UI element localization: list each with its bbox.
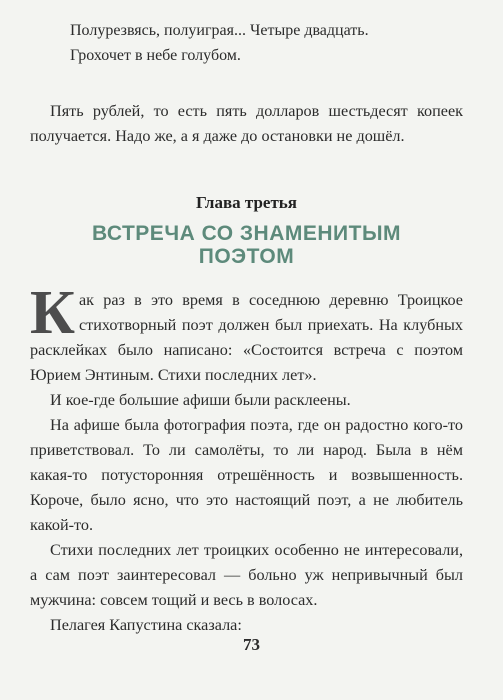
chapter-title [30, 222, 463, 268]
paragraph: На афише была фотография поэта, где он радостно кого-то приветствовал. То ли самолёты, то ли народ. Была в нём какая-то потусторонняя отрешённость и возвышенность. Короче, было ясно, что это настоящий поэт, а не любитель какой-то. [30, 416, 463, 534]
chapter-title-line: ВСТРЕЧА СО ЗНАМЕНИТЫМ [91, 222, 402, 245]
opening-paragraph-text: ак раз в это время в соседнюю деревню Троицкое стихотворный поэт должен был приехать. На клубных расклейках было написано: «Состоится встреча с поэтом Юрием Энтиным. Стихи последних лет». [30, 291, 463, 384]
page-number: 73 [243, 635, 260, 654]
paragraph: И кое-где большие афиши были расклеены. [50, 391, 351, 409]
chapter-body [30, 279, 463, 638]
verse-line: Полурезвясь, полуиграя... Четыре двадцать. [70, 22, 369, 39]
chapter-label: Глава третья [196, 193, 297, 212]
paragraph: Пять рублей, то есть пять долларов шестьдесят копеек получается. Надо же, а я даже до остановки не дошёл. [30, 102, 463, 145]
paragraph: Стихи последних лет троицких особенно не интересовали, а сам поэт заинтересовал — больно уж непривычный был мужчина: совсем тощий и весь в волосах. [30, 541, 463, 609]
chapter-title-line: ПОЭТОМ [198, 245, 295, 268]
opening-paragraph [30, 279, 463, 388]
verse-block [70, 18, 463, 68]
drop-cap: К [30, 279, 75, 347]
verse-line: Грохочет в небе голубом. [70, 47, 241, 64]
paragraph: Пелагея Капустина сказала: [50, 616, 242, 634]
